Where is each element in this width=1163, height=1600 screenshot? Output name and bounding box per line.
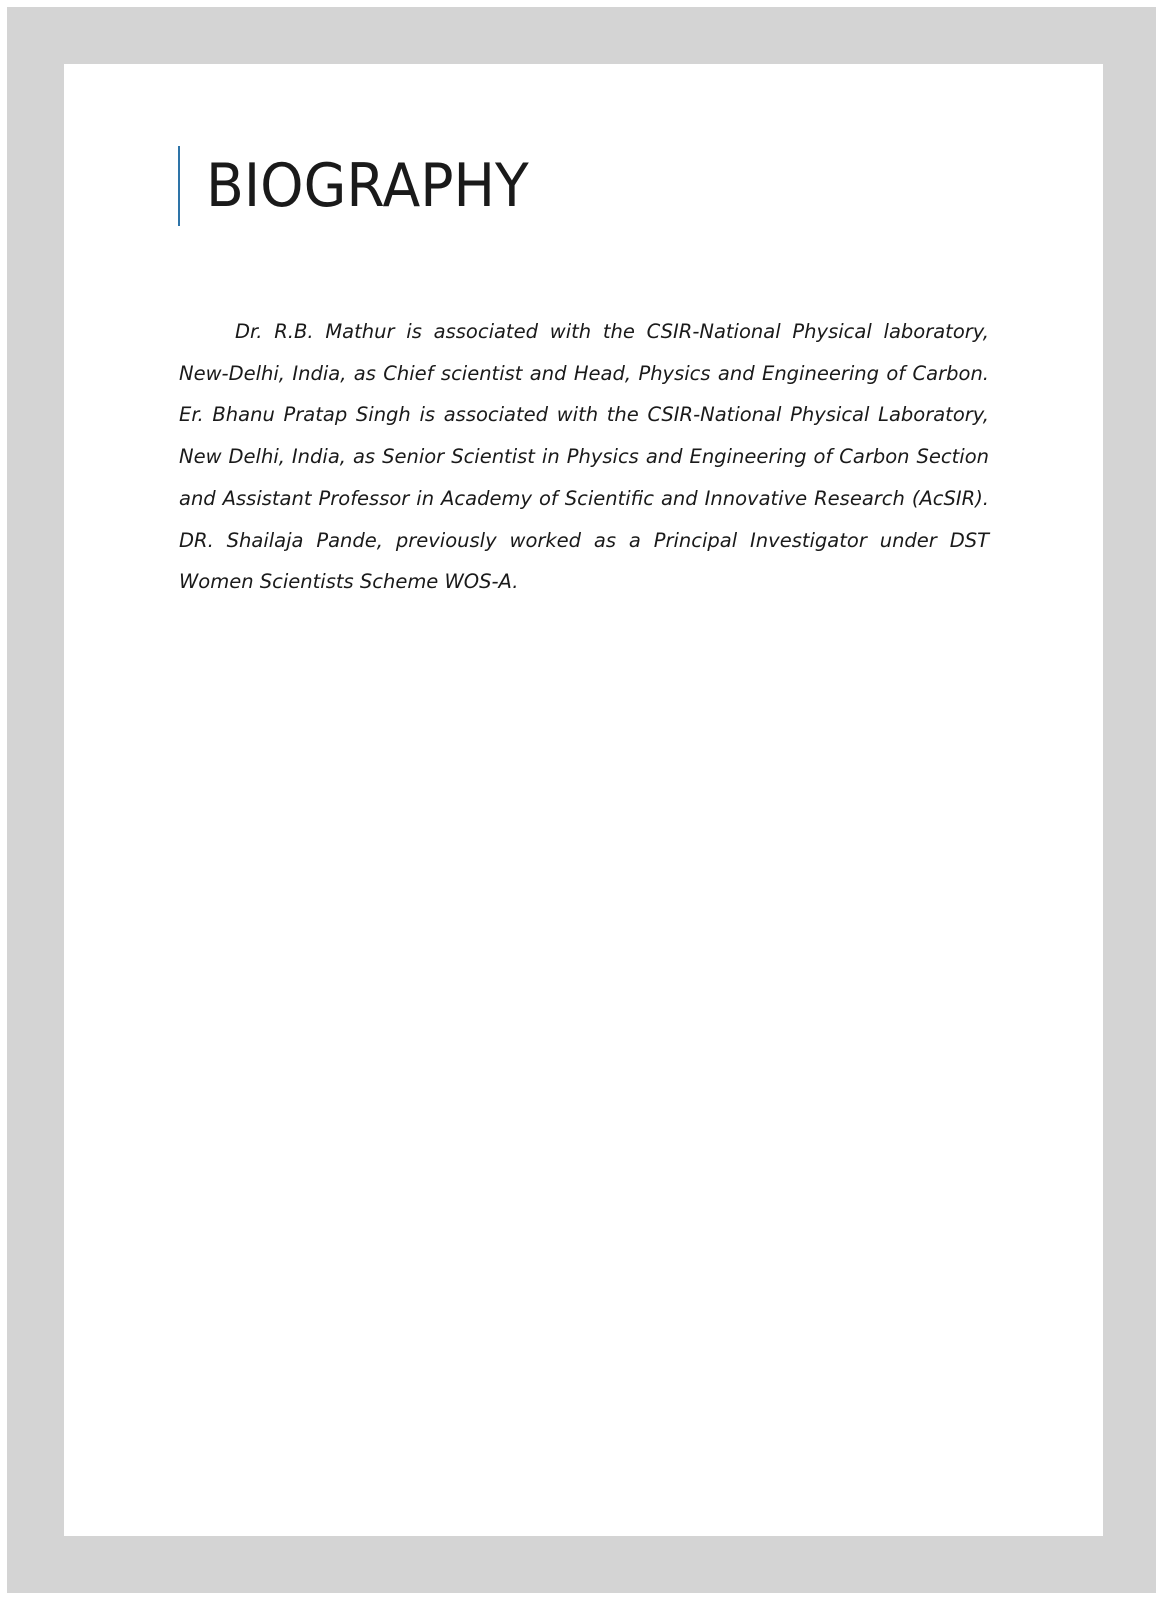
heading-block <box>178 146 557 226</box>
biography-paragraph: Dr. R.B. Mathur is associated with the CSIR-National Physical laboratory, New-Delhi, India, as Chief scientist and Head, Physics and Engineering of Carbon. Er. Bhanu Pratap Singh is associated with the CSIR-National Physical Laboratory, New Delhi, India, as Senior Scientist in Physics and Engineering of Carbon Section and Assistant Professor in Academy of Scientific and Innovative Research (AcSIR). DR. Shailaja Pande, previously worked as a Principal Investigator under DST Women Scientists Scheme WOS-A. <box>179 320 989 594</box>
page-title: BIOGRAPHY <box>206 151 529 221</box>
document-page <box>64 64 1103 1536</box>
page-border <box>7 7 1156 1593</box>
